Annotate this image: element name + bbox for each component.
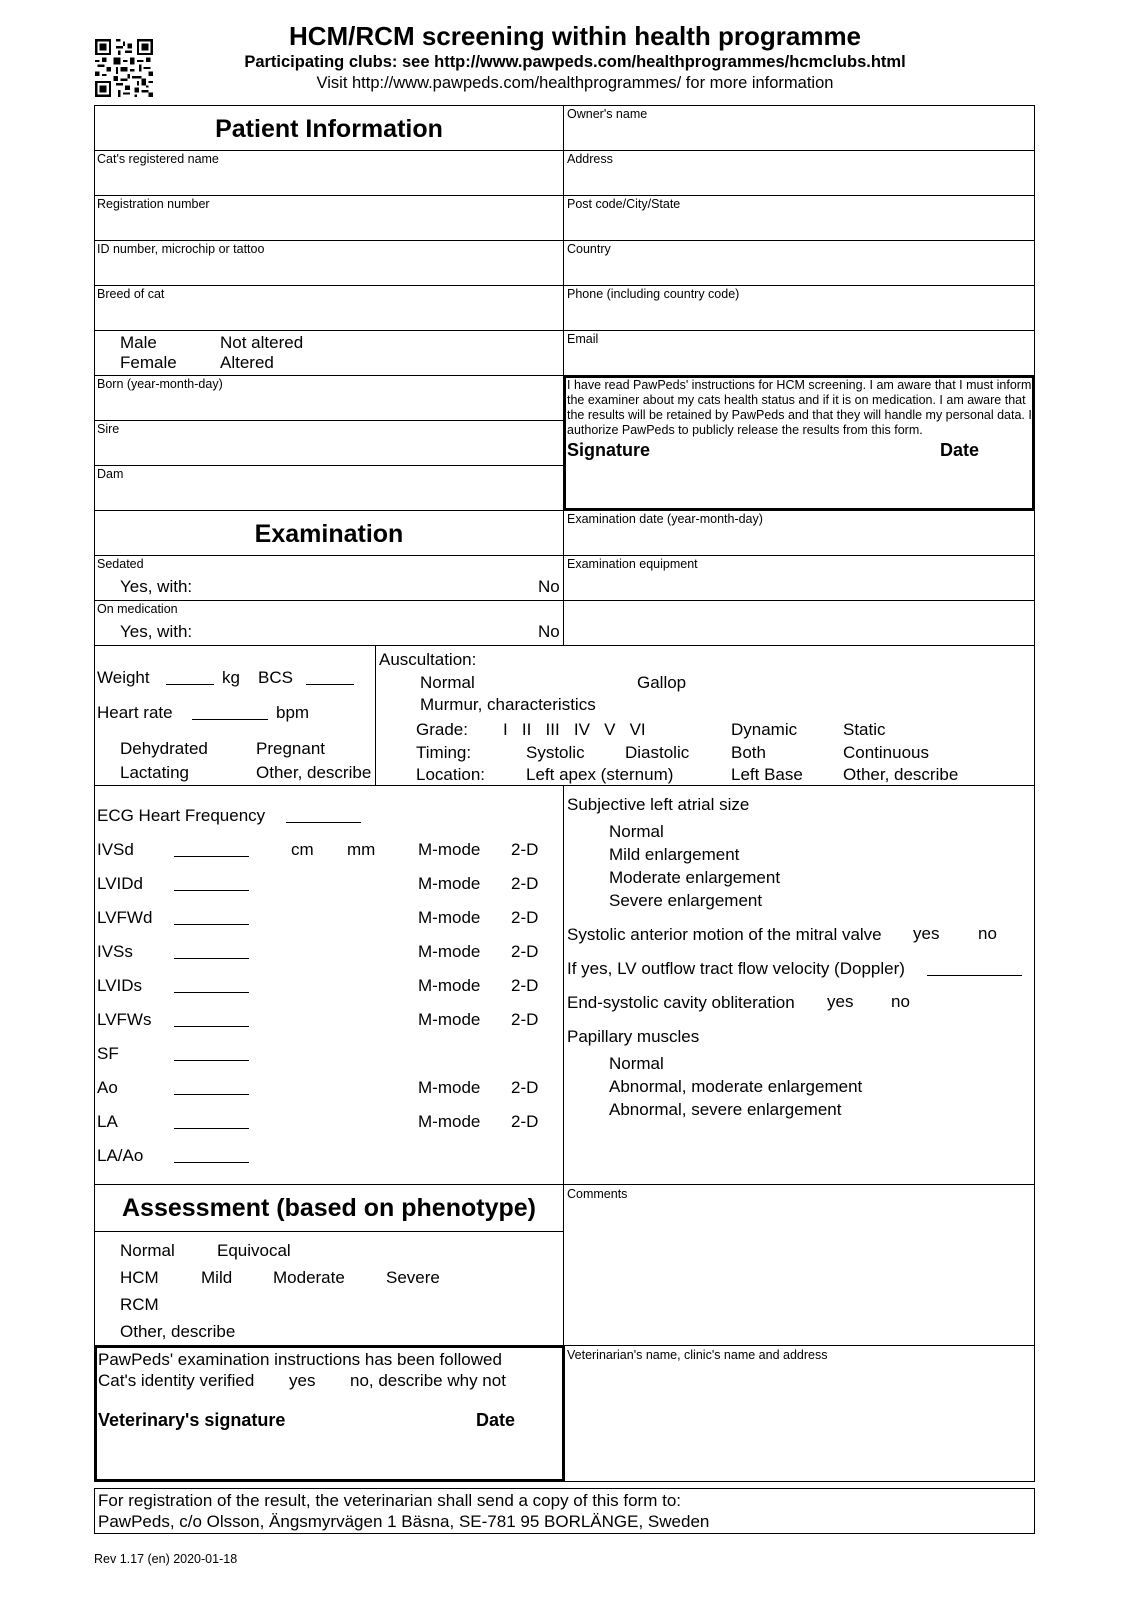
grade-options[interactable]: I II III IV V VI <box>503 720 646 739</box>
sedated-yes-option[interactable]: Yes, with: <box>120 577 193 596</box>
location-label: Location: <box>416 765 485 784</box>
echo-label: IVSd <box>97 840 134 859</box>
twod-option[interactable]: 2-D <box>511 942 539 961</box>
end-systolic-yes-option[interactable]: yes <box>827 992 854 1011</box>
sire-label: Sire <box>97 422 120 436</box>
dehydrated-option[interactable]: Dehydrated <box>120 739 208 758</box>
mm-option[interactable]: mm <box>347 840 376 859</box>
registration-number-label: Registration number <box>97 197 210 211</box>
assessment-equivocal-option[interactable]: Equivocal <box>217 1241 291 1260</box>
papillary-moderate-option[interactable]: Abnormal, moderate enlargement <box>609 1077 863 1096</box>
diastolic-option[interactable]: Diastolic <box>625 743 690 762</box>
medication-label: On medication <box>97 602 178 616</box>
echo-value-input[interactable] <box>174 1026 249 1027</box>
page-title: HCM/RCM screening within health programme <box>288 21 862 51</box>
hcm-moderate-option[interactable]: Moderate <box>273 1268 345 1287</box>
echo-label: LA <box>97 1112 118 1131</box>
not-altered-option[interactable]: Not altered <box>220 333 304 352</box>
assessment-normal-option[interactable]: Normal <box>120 1241 175 1260</box>
lactating-option[interactable]: Lactating <box>120 763 189 782</box>
lvot-label: If yes, LV outflow tract flow velocity (Doppler) <box>567 959 905 978</box>
hcm-severe-option[interactable]: Severe <box>386 1268 440 1287</box>
country-field[interactable] <box>563 240 1035 286</box>
echo-value-input[interactable] <box>174 992 249 993</box>
dynamic-option[interactable]: Dynamic <box>731 720 798 739</box>
breed-field[interactable] <box>94 285 564 331</box>
revision-label: Rev 1.17 (en) 2020-01-18 <box>94 1552 238 1566</box>
dam-field[interactable] <box>94 465 564 511</box>
comments-field[interactable] <box>563 1184 1035 1346</box>
gallop-option[interactable]: Gallop <box>637 673 687 692</box>
hcm-mild-option[interactable]: Mild <box>201 1268 233 1287</box>
postcode-label: Post code/City/State <box>567 197 681 211</box>
breed-label: Breed of cat <box>97 287 165 301</box>
identity-no-option[interactable]: no, describe why not <box>350 1371 506 1390</box>
weight-label: Weight <box>97 668 150 687</box>
vet-date-label: Date <box>476 1410 516 1430</box>
echo-label: LA/Ao <box>97 1146 144 1165</box>
owner-date-label: Date <box>940 440 980 460</box>
email-field[interactable] <box>563 330 1035 376</box>
cm-option[interactable]: cm <box>291 840 314 859</box>
left-apex-option[interactable]: Left apex (sternum) <box>526 765 674 784</box>
left-base-option[interactable]: Left Base <box>731 765 803 784</box>
footer-line-1: For registration of the result, the veterinarian shall send a copy of this form to: <box>98 1491 682 1510</box>
footer-line-2: PawPeds, c/o Olsson, Ängsmyrvägen 1 Bäsna, SE-781 95 BORLÄNGE, Sweden <box>98 1512 710 1531</box>
id-number-label: ID number, microchip or tattoo <box>97 242 265 256</box>
bcs-input[interactable] <box>306 684 354 685</box>
both-option[interactable]: Both <box>731 743 766 762</box>
twod-option[interactable]: 2-D <box>511 1078 539 1097</box>
twod-option[interactable]: 2-D <box>511 908 539 927</box>
echo-value-input[interactable] <box>174 856 249 857</box>
atrial-mild-option[interactable]: Mild enlargement <box>609 845 740 864</box>
clubs-line: Participating clubs: see http://www.pawpeds.com/healthprogrammes/hcmclubs.html <box>244 53 906 71</box>
header <box>150 20 1000 94</box>
altered-option[interactable]: Altered <box>220 353 274 372</box>
papillary-label: Papillary muscles <box>567 1027 700 1046</box>
timing-label: Timing: <box>416 743 472 762</box>
systolic-option[interactable]: Systolic <box>526 743 585 762</box>
echo-value-input[interactable] <box>174 924 249 925</box>
auscultation-normal-option[interactable]: Normal <box>420 673 475 692</box>
vitals-other-option[interactable]: Other, describe <box>256 763 372 782</box>
sedated-label: Sedated <box>97 557 144 571</box>
mmode-option[interactable]: M-mode <box>418 1078 481 1097</box>
end-systolic-no-option[interactable]: no <box>891 992 910 1011</box>
mmode-option[interactable]: M-mode <box>418 1010 481 1029</box>
end-systolic-label: End-systolic cavity obliteration <box>567 993 795 1012</box>
visit-line: Visit http://www.pawpeds.com/healthprogrammes/ for more information <box>316 74 834 92</box>
equipment-label: Examination equipment <box>567 557 698 571</box>
papillary-severe-option[interactable]: Abnormal, severe enlargement <box>609 1100 842 1119</box>
echo-label: SF <box>97 1044 119 1063</box>
exam-date-label: Examination date (year-month-day) <box>567 512 763 526</box>
email-label: Email <box>567 332 599 346</box>
rcm-option[interactable]: RCM <box>120 1295 159 1314</box>
echo-label: IVSs <box>97 942 133 961</box>
twod-option[interactable]: 2-D <box>511 1112 539 1131</box>
twod-option[interactable]: 2-D <box>511 1010 539 1029</box>
echo-value-input[interactable] <box>174 958 249 959</box>
ecg-label: ECG Heart Frequency <box>97 806 266 825</box>
registered-name-label: Cat's registered name <box>97 152 219 166</box>
mmode-option[interactable]: M-mode <box>418 1112 481 1131</box>
vet-name-label: Veterinarian's name, clinic's name and address <box>567 1348 828 1362</box>
hcm-option[interactable]: HCM <box>120 1268 159 1287</box>
twod-option[interactable]: 2-D <box>511 840 539 859</box>
born-label: Born (year-month-day) <box>97 377 223 391</box>
assessment-heading: Assessment (based on phenotype) <box>122 1194 536 1222</box>
qr-code-icon <box>95 39 153 97</box>
echo-value-input[interactable] <box>174 1162 249 1163</box>
medication-no-option[interactable]: No <box>538 622 560 641</box>
atrial-title: Subjective left atrial size <box>567 795 750 814</box>
static-option[interactable]: Static <box>843 720 886 739</box>
echo-value-input[interactable] <box>174 1094 249 1095</box>
echo-value-input[interactable] <box>174 890 249 891</box>
patient-heading: Patient Information <box>215 115 443 143</box>
owner-signature-label: Signature <box>567 440 651 460</box>
lvot-input[interactable] <box>927 975 1022 976</box>
ecg-input[interactable] <box>286 822 361 823</box>
address-field[interactable] <box>563 150 1035 196</box>
weight-input[interactable] <box>166 684 214 685</box>
heart-rate-label: Heart rate <box>97 703 173 722</box>
consent-text: I have read PawPeds' instructions for HCM screening. I am aware that I must inform the examiner about my cats health status and if it is on medication. I am aware that the results will be retained by PawPeds and that they will handle my personal data. I authorize PawPeds to publicly release the results from this form. <box>567 378 1032 437</box>
atrial-normal-option[interactable]: Normal <box>609 822 664 841</box>
dam-label: Dam <box>97 467 124 481</box>
country-label: Country <box>567 242 611 256</box>
instructions-followed-text: PawPeds' examination instructions has been followed <box>98 1350 502 1369</box>
female-option[interactable]: Female <box>120 353 177 372</box>
echo-label: LVFWs <box>97 1010 152 1029</box>
location-other-option[interactable]: Other, describe <box>843 765 959 784</box>
pregnant-option[interactable]: Pregnant <box>256 739 325 758</box>
echo-value-input[interactable] <box>174 1128 249 1129</box>
mmode-option[interactable]: M-mode <box>418 908 481 927</box>
assessment-other-option[interactable]: Other, describe <box>120 1322 236 1341</box>
echo-box <box>94 785 564 1185</box>
identity-yes-option[interactable]: yes <box>289 1371 316 1390</box>
kg-label: kg <box>222 668 240 687</box>
murmur-option[interactable]: Murmur, characteristics <box>420 695 596 714</box>
male-option[interactable]: Male <box>120 333 157 352</box>
phone-label: Phone (including country code) <box>567 287 740 301</box>
sam-yes-option[interactable]: yes <box>913 924 940 943</box>
echo-value-input[interactable] <box>174 1060 249 1061</box>
medication-yes-option[interactable]: Yes, with: <box>120 622 193 641</box>
owner-name-label: Owner's name <box>567 107 648 121</box>
bcs-label: BCS <box>258 668 293 687</box>
bpm-label: bpm <box>276 703 310 722</box>
address-label: Address <box>567 152 613 166</box>
echo-label: Ao <box>97 1078 118 1097</box>
papillary-normal-option[interactable]: Normal <box>609 1054 664 1073</box>
mmode-option[interactable]: M-mode <box>418 976 481 995</box>
comments-label: Comments <box>567 1187 628 1201</box>
identity-verified-label: Cat's identity verified <box>98 1371 255 1390</box>
sam-no-option[interactable]: no <box>978 924 997 943</box>
vet-signature-label: Veterinary's signature <box>98 1410 286 1430</box>
echo-label: LVIDd <box>97 874 143 893</box>
grade-label: Grade: <box>416 720 468 739</box>
auscultation-title: Auscultation: <box>379 650 477 669</box>
mmode-option[interactable]: M-mode <box>418 840 481 859</box>
equipment-extra-field[interactable] <box>563 600 1035 646</box>
mmode-option[interactable]: M-mode <box>418 874 481 893</box>
atrial-moderate-option[interactable]: Moderate enlargement <box>609 868 781 887</box>
twod-option[interactable]: 2-D <box>511 874 539 893</box>
twod-option[interactable]: 2-D <box>511 976 539 995</box>
mmode-option[interactable]: M-mode <box>418 942 481 961</box>
sire-field[interactable] <box>94 420 564 466</box>
echo-label: LVFWd <box>97 908 153 927</box>
sam-label: Systolic anterior motion of the mitral valve <box>567 925 882 944</box>
heart-rate-input[interactable] <box>192 719 268 720</box>
exam-heading: Examination <box>254 520 404 548</box>
atrial-severe-option[interactable]: Severe enlargement <box>609 891 763 910</box>
sedated-no-option[interactable]: No <box>538 577 560 596</box>
vet-name-field[interactable] <box>563 1345 1035 1482</box>
continuous-option[interactable]: Continuous <box>843 743 930 762</box>
echo-label: LVIDs <box>97 976 143 995</box>
